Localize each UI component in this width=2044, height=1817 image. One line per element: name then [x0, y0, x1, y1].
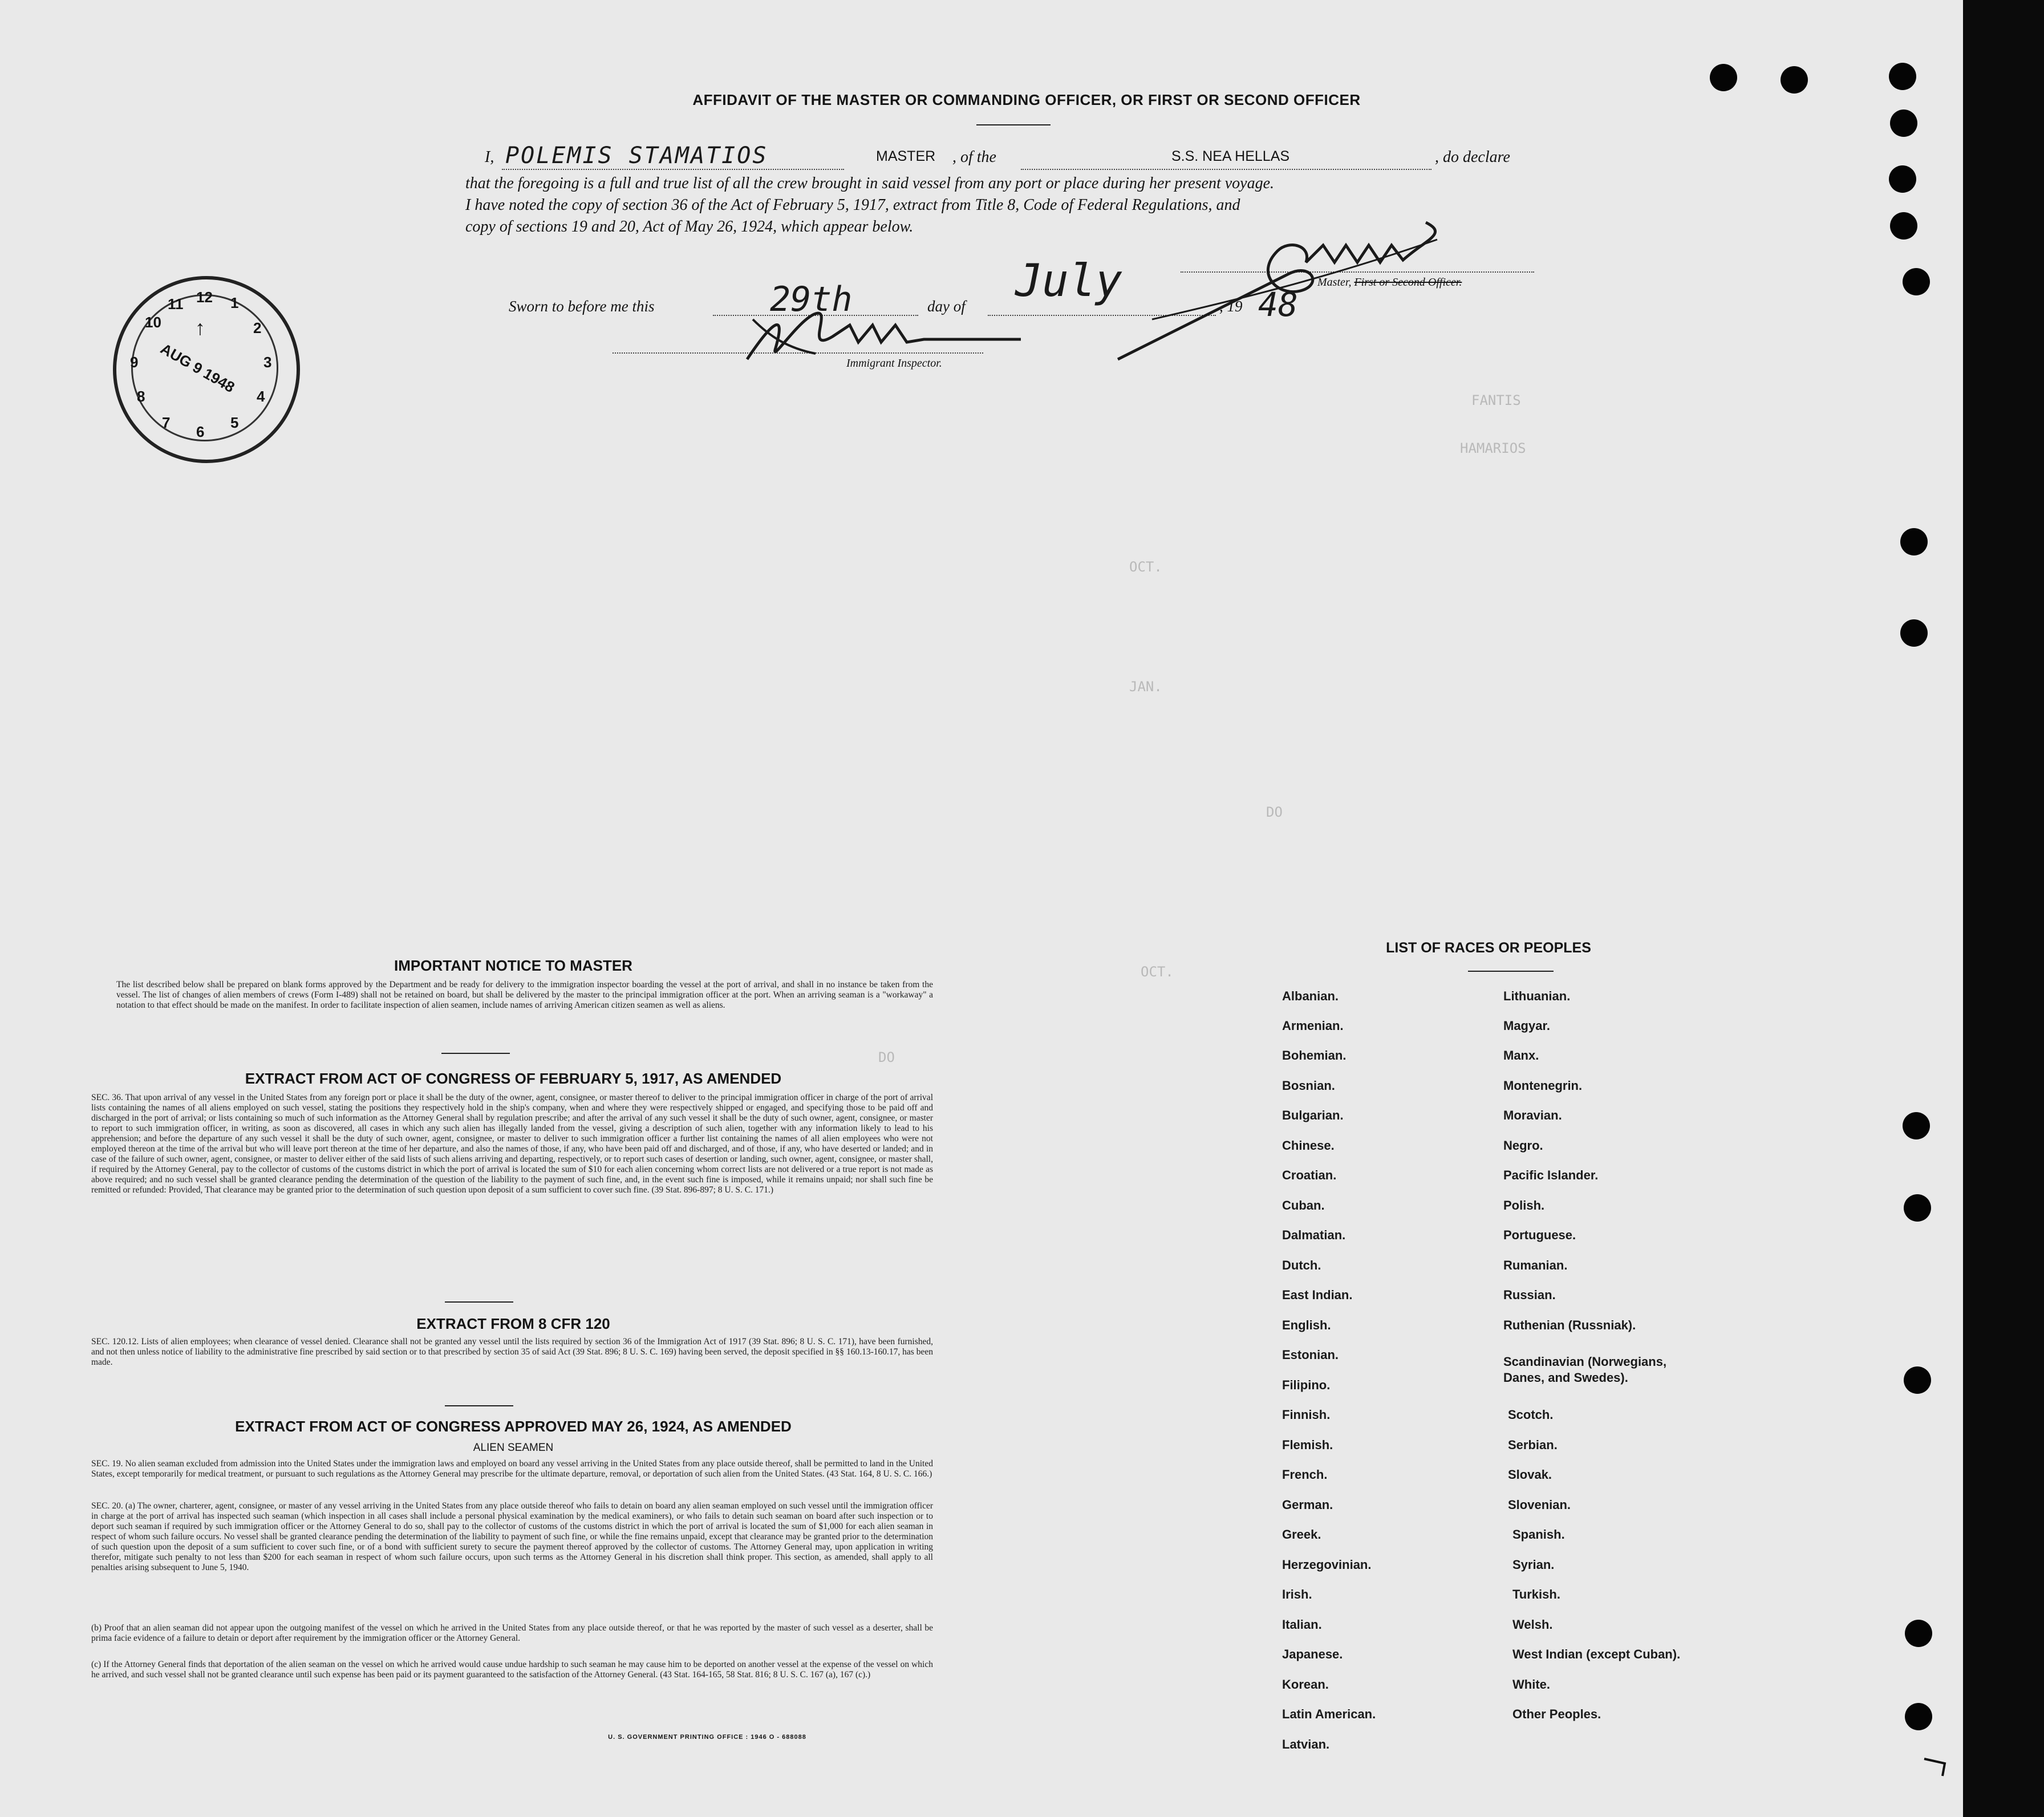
race-item: French. [1282, 1467, 1328, 1482]
name-field-line [502, 169, 844, 170]
declaration-line-2: that the foregoing is a full and true list of all the crew brought in said vessel from any port or place during her present voyage. [465, 175, 1275, 192]
stamp-date: AUG 9 1948 [157, 339, 238, 396]
punch-hole [1905, 1703, 1932, 1730]
race-item: Slovenian. [1508, 1498, 1571, 1512]
race-item: English. [1282, 1318, 1331, 1332]
stamp-digit: 7 [162, 414, 171, 431]
race-item: Dalmatian. [1282, 1228, 1346, 1242]
race-item: Syrian. [1512, 1558, 1555, 1572]
race-item: Rumanian. [1503, 1258, 1568, 1272]
vessel-name: S.S. NEA HELLAS [1171, 148, 1290, 164]
stamp-digit: 12 [196, 289, 213, 306]
punch-hole [1781, 66, 1808, 94]
race-item: Latvian. [1282, 1737, 1330, 1751]
race-item: Other Peoples. [1512, 1707, 1601, 1721]
stamp-digit: 8 [137, 388, 145, 405]
race-item: German. [1282, 1498, 1333, 1512]
bleed-through-text: FANTIS [1471, 392, 1521, 408]
punch-hole [1890, 109, 1917, 137]
race-item: West Indian (except Cuban). [1512, 1647, 1681, 1661]
race-item: Albanian. [1282, 989, 1339, 1003]
master-signature [1084, 205, 1540, 365]
stamp-digit: 6 [196, 423, 205, 440]
race-item: Cuban. [1282, 1198, 1325, 1212]
bleed-through-text: OCT. [1129, 559, 1162, 575]
master-title-label [1317, 276, 1462, 289]
extract-1917-divider [445, 1301, 513, 1303]
race-item: Negro. [1503, 1138, 1543, 1153]
stamp-digit: 3 [263, 354, 272, 371]
extract-1924-sec20c: (c) If the Attorney General finds that deportation of the alien seaman on the vessel on which he arrived would cause undue hardship to such seaman he may cause him to be deported on another vessel at the expense of the vessel on which he arrived, and such vessel shall not be granted clearance until such expense has been paid or its payment guaranteed to the satisfaction of the Attorney General. (43 Stat. 164-165, 58 Stat. 816; 8 U. S. C. 167 (a), 167 (c).) [91, 1660, 933, 1680]
punch-hole [1890, 212, 1917, 240]
punch-hole [1903, 268, 1930, 295]
race-item: Magyar. [1503, 1019, 1550, 1033]
race-item: Turkish. [1512, 1587, 1560, 1601]
stamp-arrow-icon: ↑ [195, 317, 205, 339]
extract-cfr-body: SEC. 120.12. Lists of alien employees; when clearance of vessel denied. Clearance shall not be granted any vessel until the lists required by section 36 of the Immigration Act of 1917 (39 Stat. 896; 8 U. S. C. 171), have been furnished, and not then unless notice of liability to the administrative fine prescribed by said section or to that prescribed by section 35 of said Act (39 Stat. 896; 8 U. S. C. 169) having been served, the deposit specified in §§ 160.13-160.17, has been made. [91, 1337, 933, 1367]
year-value: 48 [1258, 285, 1298, 324]
punch-hole [1904, 1366, 1931, 1394]
punch-hole [1889, 63, 1916, 90]
stamp-digit: 10 [145, 314, 161, 331]
race-item: Armenian. [1282, 1019, 1344, 1033]
master-rank: MASTER [876, 148, 936, 164]
declaration-line-3: I have noted the copy of section 36 of the Act of February 5, 1917, extract from Title 8, Code of Federal Regulations, and [465, 196, 1240, 214]
declaration-prefix: I, [485, 148, 494, 166]
punch-hole [1905, 1620, 1932, 1647]
race-item: Finnish. [1282, 1408, 1331, 1422]
race-item: Japanese. [1282, 1647, 1343, 1661]
race-item: East Indian. [1282, 1288, 1353, 1302]
race-item: Pacific Islander. [1503, 1168, 1599, 1182]
race-item: Bohemian. [1282, 1048, 1347, 1062]
stamp-digit: 4 [257, 388, 265, 405]
bleed-through-text: HAMARIOS [1460, 440, 1526, 456]
title-divider [976, 124, 1051, 125]
notice-body: The list described below shall be prepared on blank forms approved by the Department and be ready for delivery to the immigration inspector boarding the vessel at the port of arrival, and shall in no instance be taken from the vessel. The list of changes of alien members of crews (Form I-489) shall not be retained on board, but shall be delivered by the master to the principal immigration officer at the port. When an arriving seaman is a "workaway" a notation to that effect should be made on the manifest. In order to facilitate inspection of alien seamen, include names of arriving American citizen seamen as well as aliens. [116, 980, 933, 1010]
race-item: Welsh. [1512, 1617, 1553, 1632]
race-item: Greek. [1282, 1527, 1321, 1542]
notice-divider [441, 1053, 510, 1054]
race-item: Spanish. [1512, 1527, 1565, 1542]
extract-cfr-title: EXTRACT FROM 8 CFR 120 [416, 1315, 610, 1332]
immigration-stamp [113, 276, 300, 463]
stamp-digit: 1 [230, 294, 239, 311]
race-item: Dutch. [1282, 1258, 1321, 1272]
affidavit-title: AFFIDAVIT OF THE MASTER OR COMMANDING OFFICER, OR FIRST OR SECOND OFFICER [692, 91, 1361, 108]
extract-1924-sec19: SEC. 19. No alien seaman excluded from admission into the United States under the immigration laws and employed on board any vessel arriving in the United States from any place outside thereof, shall be permitted to land in the United States, except temporarily for medical treatment, or pursuant to such regulations as the Attorney General may prescribe for the ultimate departure, removal, or deportation of such alien from the United States. (43 Stat. 164, 8 U. S. C. 166.) [91, 1459, 933, 1479]
stamp-digit: 2 [253, 319, 262, 336]
race-item: Italian. [1282, 1617, 1322, 1632]
printer-imprint: U. S. GOVERNMENT PRINTING OFFICE : 1946 O - 688088 [608, 1734, 806, 1741]
races-divider [1468, 971, 1554, 972]
alien-seamen-subtitle: ALIEN SEAMEN [473, 1442, 554, 1454]
races-title: LIST OF RACES OR PEOPLES [1386, 940, 1591, 956]
master-label: Master, [1317, 276, 1352, 289]
struck-officer-label: First or Second Officer. [1354, 276, 1462, 289]
punch-hole [1889, 165, 1916, 193]
race-item: Manx. [1503, 1048, 1539, 1062]
punch-hole [1900, 619, 1928, 647]
declaration-line-4: copy of sections 19 and 20, Act of May 26, 1924, which appear below. [465, 218, 914, 236]
declare-suffix: , do declare [1435, 148, 1510, 166]
race-item: Chinese. [1282, 1138, 1335, 1153]
race-item: Irish. [1282, 1587, 1312, 1601]
master-name: POLEMIS STAMATIOS [505, 143, 768, 169]
punch-hole [1710, 64, 1737, 91]
race-item: Portuguese. [1503, 1228, 1576, 1242]
race-item: Montenegrin. [1503, 1078, 1583, 1093]
race-item: Herzegovinian. [1282, 1558, 1372, 1572]
race-item: Moravian. [1503, 1108, 1562, 1122]
race-item: Croatian. [1282, 1168, 1337, 1182]
race-item: Korean. [1282, 1677, 1329, 1692]
of-the-label: , of the [952, 148, 996, 166]
year-prefix: , 19 [1219, 298, 1243, 315]
race-item: White. [1512, 1677, 1550, 1692]
extract-1917-body: SEC. 36. That upon arrival of any vessel in the United States from any foreign port or place it shall be the duty of the owner, agent, consignee, or master thereof to deliver to the principal immigration officer in charge of the port of arrival lists containing the names of all aliens employed on such vessel, stating the positions they respectively hold in the ship's company, when and where they were respectively shipped or engaged, and specifying those to be paid off and discharged in the port of arrival; or lists containing so much of such information as the Attorney General shall by regulation prescribe; and after the arrival of any such vessel it shall be the duty of such owner, agent, consignee, or master to report to such immigration officer, in writing, as soon as discovered, all cases in which any such alien has illegally landed from the vessel, giving a description of such alien, together with any information likely to lead to his apprehension; and before the departure of any such vessel it shall be the duty of such owner, agent, consignee, or master to deliver to such immigration officer a further list containing the names of all alien employees who were not employed thereon at the time of the arrival but who will leave port thereon at the time of her departure, and also the names of those, if any, who have been paid off and discharged, and of those, if any, who have deserted or landed; and in case of the failure of such owner, agent, consignee, or master to deliver either of the said lists of such aliens arriving and departing, respectively, or to report such cases of desertion or landing, such owner, agent, consignee, or master shall, if required by the Attorney General, pay to the collector of customs of the customs district in which the port of arrival is located the sum of $10 for each alien concerning whom correct lists are not delivered or a true report is not made as above required; and no such vessel shall be granted clearance pending the determination of the question of the liability to the payment of such fine, and, in the event such fine is imposed, while it remains unpaid; nor shall such fine be remitted or refunded: Provided, That clearance may be granted prior to the determination of such question upon deposit of a sum sufficient to cover such fine. (39 Stat. 896-897; 8 U. S. C. 171.) [91, 1093, 933, 1195]
declaration-line-1 [485, 143, 1546, 171]
extract-1924-sec20b: (b) Proof that an alien seaman did not appear upon the outgoing manifest of the vessel on which he arrived in the United States from any place outside thereof, or that he was reported by the master of such vessel as a deserter, shall be prima facie evidence of a failure to detain or deport after requirement by the immigration officer or the Attorney General. [91, 1623, 933, 1643]
race-item: Bosnian. [1282, 1078, 1335, 1093]
bleed-through-text: DO [878, 1049, 895, 1065]
pencil-mark [1922, 1751, 1956, 1779]
race-item: Lithuanian. [1503, 989, 1571, 1003]
month-value: July [1015, 255, 1122, 307]
race-item: Slovak. [1508, 1467, 1552, 1482]
stamp-digit: 11 [168, 295, 184, 313]
extract-1917-title: EXTRACT FROM ACT OF CONGRESS OF FEBRUARY 5, 1917, AS AMENDED [245, 1070, 782, 1087]
punch-hole [1903, 1112, 1930, 1139]
race-item: Filipino. [1282, 1378, 1331, 1392]
day-value: 29th [770, 279, 853, 319]
race-item: Bulgarian. [1282, 1108, 1344, 1122]
day-of-label: day of [927, 298, 966, 315]
punch-hole [1900, 528, 1928, 555]
race-item: Ruthenian (Russniak). [1503, 1318, 1636, 1332]
bleed-through-text: JAN. [1129, 679, 1162, 695]
bleed-through-text: OCT. [1141, 964, 1174, 980]
race-item: Scandinavian (Norwegians, Danes, and Swedes). [1503, 1354, 1667, 1385]
sworn-label: Sworn to before me this [509, 298, 655, 315]
race-item: Serbian. [1508, 1438, 1558, 1452]
bleed-through-text: DO [1266, 804, 1283, 820]
notice-title: IMPORTANT NOTICE TO MASTER [394, 957, 632, 974]
race-item: Polish. [1503, 1198, 1545, 1212]
race-item: Flemish. [1282, 1438, 1333, 1452]
vessel-field-line [1021, 169, 1431, 170]
race-item: Estonian. [1282, 1348, 1339, 1362]
extract-1924-title: EXTRACT FROM ACT OF CONGRESS APPROVED MAY 26, 1924, AS AMENDED [235, 1418, 792, 1435]
race-item: Latin American. [1282, 1707, 1376, 1721]
extract-cfr-divider [445, 1405, 513, 1406]
race-item: Scotch. [1508, 1408, 1554, 1422]
race-item: Russian. [1503, 1288, 1556, 1302]
stamp-digit: 9 [130, 354, 139, 371]
punch-hole [1904, 1194, 1931, 1222]
extract-1924-sec20a: SEC. 20. (a) The owner, charterer, agent, consignee, or master of any vessel arriving in the United States from any place outside thereof who fails to detain on board any alien seaman employed on such vessel until the immigration officer in charge at the port of arrival has inspected such seaman (which inspection in all cases shall include a personal physical examination by the medical examiners), or who fails to detain such seaman on board after such inspection or to deport such seaman if required by such immigration officer or the Attorney General to do so, shall pay to the collector of customs of the customs district in which the port of arrival is located the sum of $1,000 for each alien seaman in respect of whom such failure occurs. No vessel shall be granted clearance pending the determination of the liability to payment of such fine, or while the fine remains unpaid, except that clearance may be granted prior to the determination of such question upon the deposit of a sum sufficient to cover such fine, or of a bond with sufficient surety to secure the payment thereof approved by the collector of customs. The Attorney General may, upon application in writing therefor, mitigate such penalty to not less than $200 for each seaman in respect of whom such failure occurs, upon such terms as the Attorney General in his discretion shall think proper. This section, as amended, shall apply to all penalties arising subsequent to June 5, 1940. [91, 1501, 933, 1572]
inspector-label: Immigrant Inspector. [846, 357, 942, 370]
stamp-digit: 5 [230, 414, 239, 431]
